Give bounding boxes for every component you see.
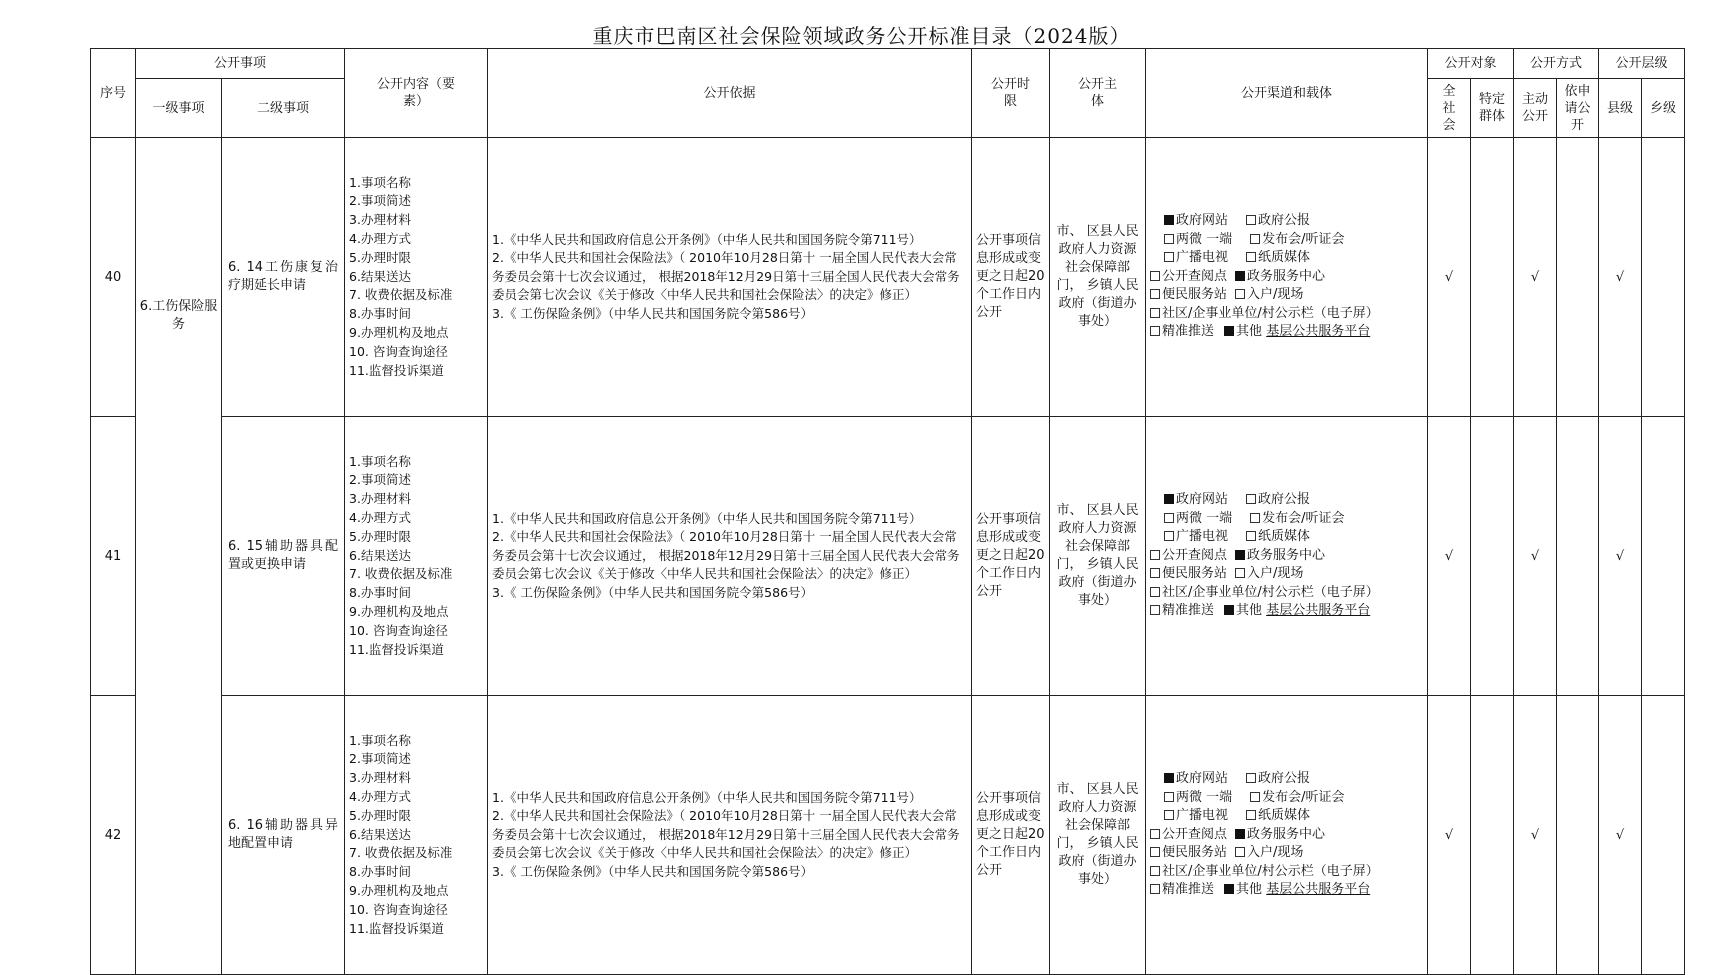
content-item: 1.事项名称 bbox=[349, 174, 411, 190]
deadline-cell: 公开事项信息形成或变更之日起20个工作日内公开 bbox=[972, 417, 1050, 696]
unchecked-box-icon bbox=[1150, 568, 1160, 578]
basis-cell bbox=[488, 417, 972, 696]
unchecked-box-icon bbox=[1235, 568, 1245, 578]
channel-other: 其他 基层公共服务平台 bbox=[1224, 323, 1370, 342]
channel-gazette: 政府公报 bbox=[1246, 491, 1310, 510]
basis-cell bbox=[488, 138, 972, 417]
header-method-apply: 依申请公开 bbox=[1557, 79, 1599, 138]
content-item: 11.监督投诉渠道 bbox=[349, 362, 444, 378]
channel-other-detail: 基层公共服务平台 bbox=[1266, 603, 1371, 619]
channel-community: 社区/企事业单位/村公示栏（电子屏） bbox=[1150, 584, 1379, 603]
content-item: 6.结果送达 bbox=[349, 826, 411, 842]
channel-service-center: 政务服务中心 bbox=[1235, 547, 1325, 566]
channel-wechat: 两微 一端 bbox=[1164, 789, 1232, 808]
content-item: 2.事项简述 bbox=[349, 472, 411, 488]
unchecked-box-icon bbox=[1164, 792, 1174, 802]
channel-paper: 纸质媒体 bbox=[1246, 807, 1310, 826]
content-item: 3.办理材料 bbox=[349, 212, 411, 228]
unchecked-box-icon bbox=[1150, 308, 1160, 318]
content-list bbox=[345, 174, 487, 381]
content-item: 11.监督投诉渠道 bbox=[349, 641, 444, 657]
header-level2-item: 二级事项 bbox=[222, 79, 345, 138]
subject-cell: 市、 区县人民政府人力资源社会保障部门， 乡镇人民政府（街道办事处） bbox=[1050, 138, 1146, 417]
checked-box-icon bbox=[1224, 326, 1234, 336]
channel-reading: 公开查阅点 bbox=[1150, 826, 1227, 845]
table-row bbox=[91, 138, 1685, 417]
header-level: 公开层级 bbox=[1599, 49, 1685, 79]
basis-item: 1.《中华人民共和国政府信息公开条例》（中华人民共和国国务院令第711号） bbox=[492, 789, 922, 805]
channel-other-detail: 基层公共服务平台 bbox=[1266, 324, 1371, 340]
unchecked-box-icon bbox=[1150, 587, 1160, 597]
channel-wechat: 两微 一端 bbox=[1164, 231, 1232, 250]
unchecked-box-icon bbox=[1164, 252, 1174, 262]
channel-website: 政府网站 bbox=[1164, 770, 1228, 789]
content-item: 2.事项简述 bbox=[349, 751, 411, 767]
method-apply-check bbox=[1557, 696, 1599, 975]
checked-box-icon bbox=[1235, 550, 1245, 560]
target-all-check: √ bbox=[1428, 417, 1471, 696]
table-header bbox=[91, 49, 1685, 138]
content-item: 9.办理机构及地点 bbox=[349, 324, 449, 340]
content-item: 4.办理方式 bbox=[349, 789, 411, 804]
channel-other: 其他 基层公共服务平台 bbox=[1224, 881, 1370, 900]
content-item: 10. 咨询查询途径 bbox=[349, 343, 448, 359]
unchecked-box-icon bbox=[1150, 550, 1160, 560]
unchecked-box-icon bbox=[1150, 289, 1160, 299]
content-item: 5.办理时限 bbox=[349, 249, 411, 265]
unchecked-box-icon bbox=[1150, 884, 1160, 894]
content-item: 7. 收费依据及标准 bbox=[349, 287, 453, 303]
channels-cell bbox=[1146, 138, 1428, 417]
basis-list bbox=[488, 510, 971, 603]
header-level-county: 县级 bbox=[1599, 79, 1642, 138]
channel-community: 社区/企事业单位/村公示栏（电子屏） bbox=[1150, 305, 1379, 324]
channel-convenience: 便民服务站 bbox=[1150, 844, 1227, 863]
method-apply-check bbox=[1557, 138, 1599, 417]
channel-hearing: 发布会/听证会 bbox=[1250, 510, 1344, 529]
content-item: 1.事项名称 bbox=[349, 732, 411, 748]
table-row bbox=[91, 417, 1685, 696]
level2-item: 6. 16辅助器具异地配置申请 bbox=[222, 696, 345, 975]
content-item: 6.结果送达 bbox=[349, 547, 411, 563]
content-item: 7. 收费依据及标准 bbox=[349, 845, 453, 861]
table-body bbox=[91, 138, 1685, 975]
basis-item: 2.《中华人民共和国社会保险法》（ 2010年10月28日第十 一届全国人民代表大会常务委员会第十七次会议通过， 根据2018年12月29日第十三届全国人民代表大会常务委员会第七次会议《关于修改〈中华人民共和国社会保险法〉的决定》修正） bbox=[492, 808, 960, 861]
content-cell bbox=[345, 417, 488, 696]
channel-door: 入户/现场 bbox=[1235, 286, 1303, 305]
channel-paper: 纸质媒体 bbox=[1246, 528, 1310, 547]
channel-door: 入户/现场 bbox=[1235, 844, 1303, 863]
unchecked-box-icon bbox=[1246, 252, 1256, 262]
target-all-check: √ bbox=[1428, 696, 1471, 975]
method-active-check: √ bbox=[1514, 417, 1557, 696]
header-method: 公开方式 bbox=[1514, 49, 1599, 79]
channel-paper: 纸质媒体 bbox=[1246, 249, 1310, 268]
channel-gazette: 政府公报 bbox=[1246, 212, 1310, 231]
deadline-cell: 公开事项信息形成或变更之日起20个工作日内公开 bbox=[972, 696, 1050, 975]
header-method-active: 主动公开 bbox=[1514, 79, 1557, 138]
header-target-all: 全社会 bbox=[1428, 79, 1471, 138]
checked-box-icon bbox=[1235, 829, 1245, 839]
unchecked-box-icon bbox=[1164, 513, 1174, 523]
level2-item: 6. 15辅助器具配置或更换申请 bbox=[222, 417, 345, 696]
header-subject: 公开主体 bbox=[1050, 49, 1146, 138]
basis-cell bbox=[488, 696, 972, 975]
basis-item: 2.《中华人民共和国社会保险法》（ 2010年10月28日第十 一届全国人民代表大会常务委员会第十七次会议通过， 根据2018年12月29日第十三届全国人民代表大会常务委员会第七次会议《关于修改〈中华人民共和国社会保险法〉的决定》修正） bbox=[492, 250, 960, 303]
page-title: 重庆市巴南区社会保险领域政务公开标准目录（2024版） bbox=[592, 24, 1131, 48]
content-item: 4.办理方式 bbox=[349, 510, 411, 525]
basis-item: 1.《中华人民共和国政府信息公开条例》（中华人民共和国国务院令第711号） bbox=[492, 510, 922, 526]
channel-other: 其他 基层公共服务平台 bbox=[1224, 602, 1370, 621]
unchecked-box-icon bbox=[1164, 810, 1174, 820]
checked-box-icon bbox=[1164, 215, 1174, 225]
row-seq: 42 bbox=[91, 696, 136, 975]
level-county-check: √ bbox=[1599, 696, 1642, 975]
channel-service-center: 政务服务中心 bbox=[1235, 268, 1325, 287]
level-town-check bbox=[1642, 417, 1685, 696]
checked-box-icon bbox=[1164, 773, 1174, 783]
channel-door: 入户/现场 bbox=[1235, 565, 1303, 584]
header-channels: 公开渠道和载体 bbox=[1146, 49, 1428, 138]
header-seq: 序号 bbox=[91, 49, 136, 138]
target-group-check bbox=[1471, 138, 1514, 417]
channel-broadcast: 广播电视 bbox=[1164, 807, 1228, 826]
checked-box-icon bbox=[1164, 494, 1174, 504]
unchecked-box-icon bbox=[1250, 234, 1260, 244]
content-item: 3.办理材料 bbox=[349, 491, 411, 507]
unchecked-box-icon bbox=[1246, 810, 1256, 820]
unchecked-box-icon bbox=[1250, 792, 1260, 802]
basis-item: 3.《 工伤保险条例》（中华人民共和国国务院令第586号） bbox=[492, 863, 814, 879]
basis-list bbox=[488, 231, 971, 324]
content-cell bbox=[345, 696, 488, 975]
level1-item: 6.工伤保险服务 bbox=[136, 138, 222, 975]
header-basis: 公开依据 bbox=[488, 49, 972, 138]
content-item: 5.办理时限 bbox=[349, 528, 411, 544]
subject-cell: 市、 区县人民政府人力资源社会保障部门， 乡镇人民政府（街道办事处） bbox=[1050, 417, 1146, 696]
channel-precise: 精准推送 bbox=[1150, 602, 1214, 621]
channel-reading: 公开查阅点 bbox=[1150, 547, 1227, 566]
channel-reading: 公开查阅点 bbox=[1150, 268, 1227, 287]
unchecked-box-icon bbox=[1164, 531, 1174, 541]
unchecked-box-icon bbox=[1150, 326, 1160, 336]
unchecked-box-icon bbox=[1246, 215, 1256, 225]
channel-wechat: 两微 一端 bbox=[1164, 510, 1232, 529]
content-item: 11.监督投诉渠道 bbox=[349, 920, 444, 936]
channel-convenience: 便民服务站 bbox=[1150, 286, 1227, 305]
content-item: 10. 咨询查询途径 bbox=[349, 901, 448, 917]
channel-precise: 精准推送 bbox=[1150, 881, 1214, 900]
header-target-group: 特定群体 bbox=[1471, 79, 1514, 138]
table-row bbox=[91, 696, 1685, 975]
content-item: 2.事项简述 bbox=[349, 193, 411, 209]
unchecked-box-icon bbox=[1150, 847, 1160, 857]
content-item: 8.办事时间 bbox=[349, 864, 411, 880]
checked-box-icon bbox=[1224, 884, 1234, 894]
content-item: 4.办理方式 bbox=[349, 231, 411, 246]
channel-community: 社区/企事业单位/村公示栏（电子屏） bbox=[1150, 863, 1379, 882]
channels-cell bbox=[1146, 696, 1428, 975]
content-item: 8.办事时间 bbox=[349, 585, 411, 601]
row-seq: 40 bbox=[91, 138, 136, 417]
basis-item: 3.《 工伤保险条例》（中华人民共和国国务院令第586号） bbox=[492, 305, 814, 321]
level-town-check bbox=[1642, 696, 1685, 975]
target-group-check bbox=[1471, 696, 1514, 975]
unchecked-box-icon bbox=[1150, 271, 1160, 281]
header-item: 公开事项 bbox=[136, 49, 345, 79]
unchecked-box-icon bbox=[1164, 234, 1174, 244]
content-item: 1.事项名称 bbox=[349, 453, 411, 469]
content-item: 10. 咨询查询途径 bbox=[349, 622, 448, 638]
content-item: 7. 收费依据及标准 bbox=[349, 566, 453, 582]
checked-box-icon bbox=[1224, 605, 1234, 615]
basis-item: 3.《 工伤保险条例》（中华人民共和国国务院令第586号） bbox=[492, 584, 814, 600]
checked-box-icon bbox=[1235, 271, 1245, 281]
target-group-check bbox=[1471, 417, 1514, 696]
level2-item: 6. 14工伤康复治疗期延长申请 bbox=[222, 138, 345, 417]
content-cell bbox=[345, 138, 488, 417]
level-county-check: √ bbox=[1599, 417, 1642, 696]
header-level-town: 乡级 bbox=[1642, 79, 1685, 138]
channel-precise: 精准推送 bbox=[1150, 323, 1214, 342]
method-apply-check bbox=[1557, 417, 1599, 696]
method-active-check: √ bbox=[1514, 696, 1557, 975]
unchecked-box-icon bbox=[1150, 605, 1160, 615]
channel-broadcast: 广播电视 bbox=[1164, 528, 1228, 547]
basis-item: 2.《中华人民共和国社会保险法》（ 2010年10月28日第十 一届全国人民代表大会常务委员会第十七次会议通过， 根据2018年12月29日第十三届全国人民代表大会常务委员会第七次会议《关于修改〈中华人民共和国社会保险法〉的决定》修正） bbox=[492, 529, 960, 582]
header-target: 公开对象 bbox=[1428, 49, 1514, 79]
channel-hearing: 发布会/听证会 bbox=[1250, 231, 1344, 250]
header-level1-item: 一级事项 bbox=[136, 79, 222, 138]
level-town-check bbox=[1642, 138, 1685, 417]
row-seq: 41 bbox=[91, 417, 136, 696]
content-item: 3.办理材料 bbox=[349, 770, 411, 786]
content-item: 5.办理时限 bbox=[349, 807, 411, 823]
unchecked-box-icon bbox=[1246, 494, 1256, 504]
unchecked-box-icon bbox=[1150, 829, 1160, 839]
channel-website: 政府网站 bbox=[1164, 491, 1228, 510]
channel-hearing: 发布会/听证会 bbox=[1250, 789, 1344, 808]
channel-broadcast: 广播电视 bbox=[1164, 249, 1228, 268]
channel-website: 政府网站 bbox=[1164, 212, 1228, 231]
channel-gazette: 政府公报 bbox=[1246, 770, 1310, 789]
channel-other-detail: 基层公共服务平台 bbox=[1266, 882, 1371, 898]
unchecked-box-icon bbox=[1235, 847, 1245, 857]
header-deadline: 公开时限 bbox=[972, 49, 1050, 138]
content-item: 8.办事时间 bbox=[349, 306, 411, 322]
channel-service-center: 政务服务中心 bbox=[1235, 826, 1325, 845]
target-all-check: √ bbox=[1428, 138, 1471, 417]
content-item: 6.结果送达 bbox=[349, 268, 411, 284]
basis-item: 1.《中华人民共和国政府信息公开条例》（中华人民共和国国务院令第711号） bbox=[492, 231, 922, 247]
content-item: 9.办理机构及地点 bbox=[349, 882, 449, 898]
basis-list bbox=[488, 789, 971, 882]
unchecked-box-icon bbox=[1235, 289, 1245, 299]
content-item: 9.办理机构及地点 bbox=[349, 603, 449, 619]
channel-convenience: 便民服务站 bbox=[1150, 565, 1227, 584]
subject-cell: 市、 区县人民政府人力资源社会保障部门， 乡镇人民政府（街道办事处） bbox=[1050, 696, 1146, 975]
catalog-table bbox=[90, 48, 1685, 975]
content-list bbox=[345, 453, 487, 660]
unchecked-box-icon bbox=[1250, 513, 1260, 523]
header-content: 公开内容（要素） bbox=[345, 49, 488, 138]
unchecked-box-icon bbox=[1150, 866, 1160, 876]
content-list bbox=[345, 732, 487, 939]
unchecked-box-icon bbox=[1246, 531, 1256, 541]
channels-cell bbox=[1146, 417, 1428, 696]
method-active-check: √ bbox=[1514, 138, 1557, 417]
level-county-check: √ bbox=[1599, 138, 1642, 417]
unchecked-box-icon bbox=[1246, 773, 1256, 783]
deadline-cell: 公开事项信息形成或变更之日起20个工作日内公开 bbox=[972, 138, 1050, 417]
